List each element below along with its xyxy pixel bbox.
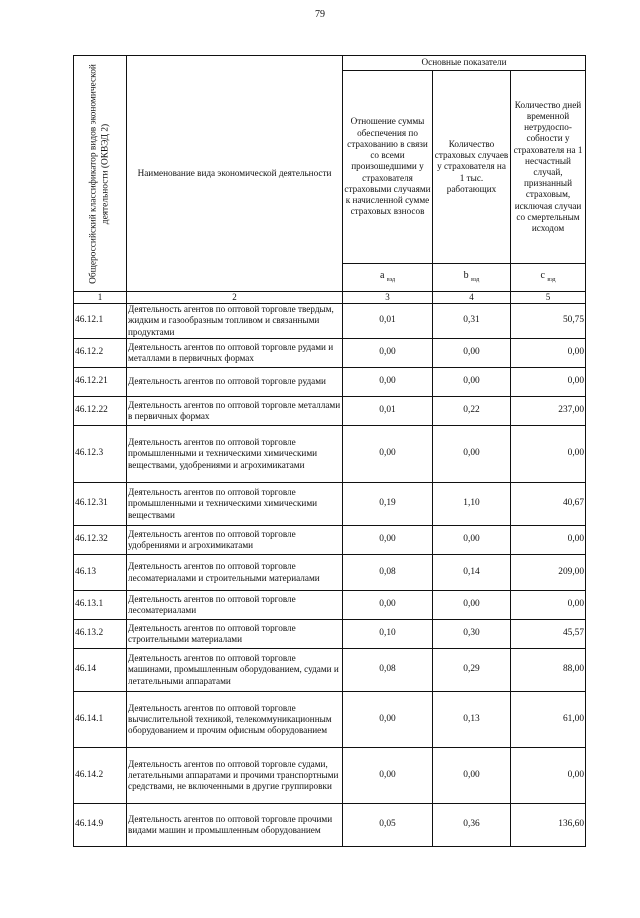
- activity-name: Деятельность агентов по оптовой торговле рудами: [127, 368, 343, 397]
- activity-name: Деятельность агентов по оптовой торговле вычислительной техникой, телекоммуникационным оборудованием и прочим офисным оборудованием: [127, 692, 343, 748]
- header-col-c: Количество дней временной нетрудоспо-собности у страхователя на 1 несчастный случай, признанный страховым, исключая случаи со смертельным исходом: [511, 71, 586, 264]
- header-main-indicators: Основные показатели: [343, 56, 586, 71]
- activity-name: Деятельность агентов по оптовой торговле твердым, жидким и газообразным топливом и связанными продуктами: [127, 304, 343, 339]
- value-b: 0,30: [433, 620, 511, 649]
- value-c: 136,60: [511, 804, 586, 847]
- value-b: 0,29: [433, 649, 511, 692]
- table-row: [74, 339, 586, 368]
- table-row: [74, 591, 586, 620]
- table-row: [74, 555, 586, 591]
- table-row: [74, 483, 586, 526]
- okved-code: 46.12.3: [74, 426, 127, 483]
- table-row: [74, 526, 586, 555]
- column-number-3: 3: [343, 292, 433, 304]
- symbol-b: [433, 263, 511, 291]
- okved-code: 46.12.32: [74, 526, 127, 555]
- value-c: 40,67: [511, 483, 586, 526]
- activity-name: Деятельность агентов по оптовой торговле металлами в первичных формах: [127, 397, 343, 426]
- page-number: 79: [315, 9, 325, 20]
- column-number-5: 5: [511, 292, 586, 304]
- table-row: [74, 692, 586, 748]
- activity-name: Деятельность агентов по оптовой торговле строительными материалами: [127, 620, 343, 649]
- value-b: 0,00: [433, 339, 511, 368]
- symbol-a-letter: a: [379, 270, 385, 282]
- table-row: [74, 368, 586, 397]
- activity-name: Деятельность агентов по оптовой торговле промышленными и техническими химическими веществами, удобрениями и агрохимикатами: [127, 426, 343, 483]
- header-col-b: Количество страховых случаев у страхователя на 1 тыс. работающих: [433, 71, 511, 264]
- value-c: 0,00: [511, 368, 586, 397]
- activity-name: Деятельность агентов по оптовой торговле лесоматериалами: [127, 591, 343, 620]
- table-row: [74, 397, 586, 426]
- value-a: 0,00: [343, 591, 433, 620]
- value-a: 0,00: [343, 692, 433, 748]
- value-c: 50,75: [511, 304, 586, 339]
- value-b: 0,00: [433, 526, 511, 555]
- value-a: 0,08: [343, 555, 433, 591]
- value-b: 0,00: [433, 748, 511, 804]
- activity-name: Деятельность агентов по оптовой торговле лесоматериалами и строительными материалами: [127, 555, 343, 591]
- okved-code: 46.12.31: [74, 483, 127, 526]
- symbol-c-letter: c: [540, 270, 545, 282]
- okved-code: 46.13: [74, 555, 127, 591]
- okved-code: 46.12.2: [74, 339, 127, 368]
- value-a: 0,10: [343, 620, 433, 649]
- value-b: 1,10: [433, 483, 511, 526]
- table-row: [74, 748, 586, 804]
- table-row: [74, 304, 586, 339]
- activity-name: Деятельность агентов по оптовой торговле машинами, промышленным оборудованием, судами и летательными аппаратами: [127, 649, 343, 692]
- column-number-2: 2: [127, 292, 343, 304]
- value-c: 209,00: [511, 555, 586, 591]
- activity-name: Деятельность агентов по оптовой торговле удобрениями и агрохимикатами: [127, 526, 343, 555]
- okved-code: 46.14.2: [74, 748, 127, 804]
- value-a: 0,00: [343, 748, 433, 804]
- table-row: [74, 426, 586, 483]
- value-a: 0,00: [343, 368, 433, 397]
- value-a: 0,00: [343, 339, 433, 368]
- column-numbers-row: [74, 292, 586, 304]
- okved-code: 46.14: [74, 649, 127, 692]
- value-c: 45,57: [511, 620, 586, 649]
- value-a: 0,00: [343, 526, 433, 555]
- activity-name: Деятельность агентов по оптовой торговле судами, летательными аппаратами и прочими транспортными средствами, не включенными в другие группировки: [127, 748, 343, 804]
- value-b: 0,36: [433, 804, 511, 847]
- value-c: 0,00: [511, 591, 586, 620]
- header-activity-name: Наименование вида экономической деятельности: [127, 56, 343, 292]
- symbol-b-sub: вэд: [471, 277, 480, 284]
- header-okved-code-label: Общероссийский классификатор видов экономической деятельности (ОКВЭД 2): [88, 63, 110, 284]
- okved-code: 46.13.1: [74, 591, 127, 620]
- value-b: 0,00: [433, 368, 511, 397]
- symbol-b-letter: b: [463, 270, 469, 282]
- value-b: 0,00: [433, 426, 511, 483]
- okved-code: 46.12.1: [74, 304, 127, 339]
- column-number-1: 1: [74, 292, 127, 304]
- value-b: 0,14: [433, 555, 511, 591]
- activity-name: Деятельность агентов по оптовой торговле промышленными и техническими химическими веществами: [127, 483, 343, 526]
- value-a: 0,01: [343, 304, 433, 339]
- table-row: [74, 620, 586, 649]
- value-c: 0,00: [511, 526, 586, 555]
- header-col-a: Отношение суммы обеспечения по страхованию в связи со всеми произошедшими у страхователя страховыми случаями к начисленной сумме страховых взносов: [343, 71, 433, 264]
- value-c: 0,00: [511, 748, 586, 804]
- activity-name: Деятельность агентов по оптовой торговле рудами и металлами в первичных формах: [127, 339, 343, 368]
- column-number-4: 4: [433, 292, 511, 304]
- okved-code: 46.14.9: [74, 804, 127, 847]
- header-okved-code: [74, 56, 127, 292]
- value-a: 0,08: [343, 649, 433, 692]
- symbol-c: [511, 263, 586, 291]
- value-c: 0,00: [511, 339, 586, 368]
- symbol-a: [343, 263, 433, 291]
- value-b: 0,22: [433, 397, 511, 426]
- table-row: [74, 804, 586, 847]
- okved-code: 46.14.1: [74, 692, 127, 748]
- value-c: 88,00: [511, 649, 586, 692]
- indicators-table: [73, 55, 586, 847]
- value-a: 0,05: [343, 804, 433, 847]
- value-a: 0,19: [343, 483, 433, 526]
- value-c: 0,00: [511, 426, 586, 483]
- value-b: 0,31: [433, 304, 511, 339]
- value-a: 0,00: [343, 426, 433, 483]
- symbol-c-sub: вэд: [547, 277, 556, 284]
- value-c: 61,00: [511, 692, 586, 748]
- symbol-a-sub: вэд: [386, 277, 396, 284]
- value-c: 237,00: [511, 397, 586, 426]
- activity-name: Деятельность агентов по оптовой торговле прочими видами машин и промышленным оборудованием: [127, 804, 343, 847]
- table-row: [74, 649, 586, 692]
- value-b: 0,13: [433, 692, 511, 748]
- okved-code: 46.12.22: [74, 397, 127, 426]
- okved-code: 46.12.21: [74, 368, 127, 397]
- value-b: 0,00: [433, 591, 511, 620]
- value-a: 0,01: [343, 397, 433, 426]
- okved-code: 46.13.2: [74, 620, 127, 649]
